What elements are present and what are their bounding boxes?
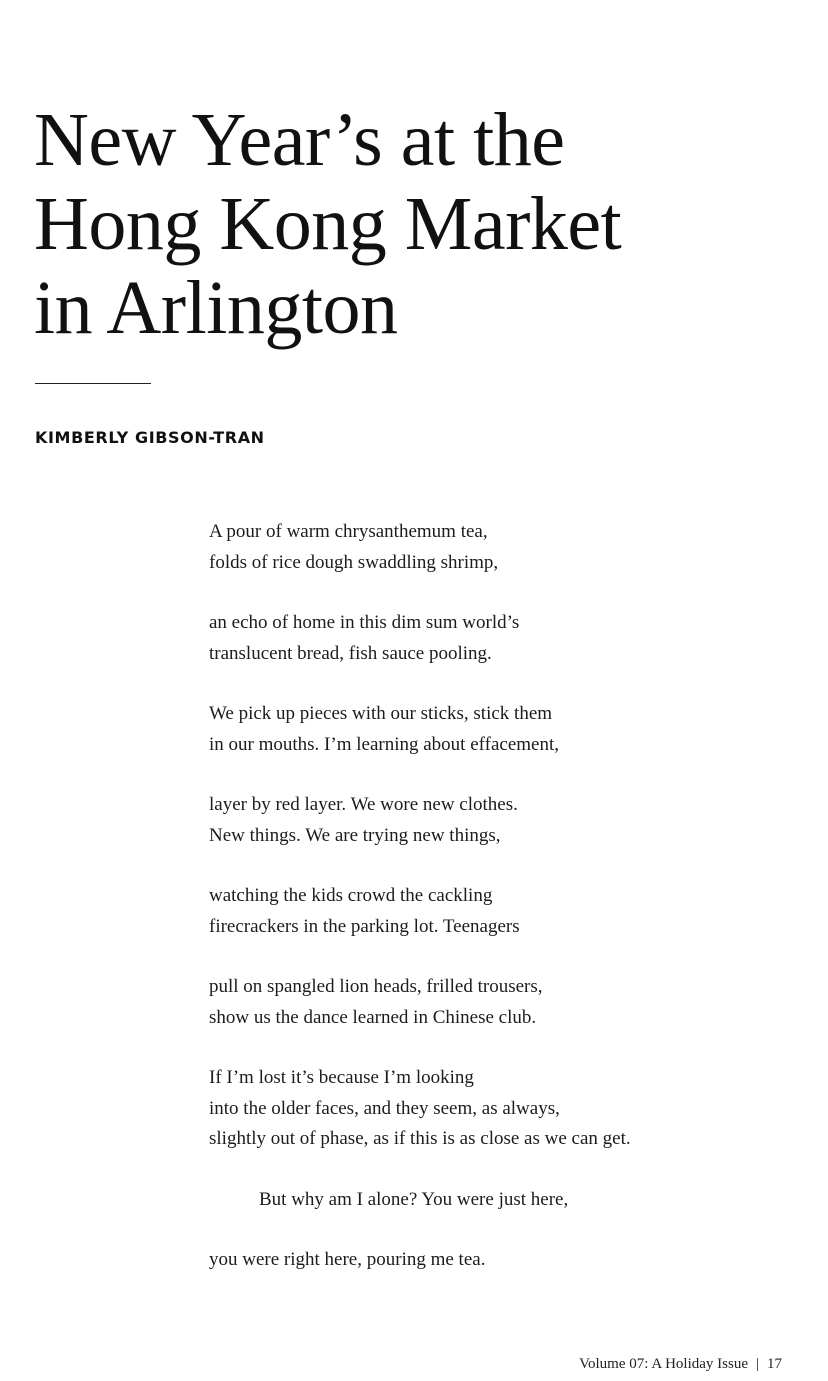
title-line: New Year’s at the [34, 98, 565, 182]
poem-line: slightly out of phase, as if this is as close as we can get. [209, 1128, 631, 1149]
stanza [209, 972, 789, 1033]
page-footer [579, 1354, 782, 1374]
stanza [209, 517, 789, 578]
title-divider [35, 383, 151, 384]
title-line: Hong Kong Market [34, 182, 622, 266]
author-byline: KIMBERLY GIBSON-TRAN [35, 428, 265, 447]
poem-body [209, 517, 789, 1276]
poem-line: pull on spangled lion heads, frilled trousers, [209, 976, 543, 997]
stanza [209, 608, 789, 669]
stanza [209, 1185, 789, 1216]
poem-line: into the older faces, and they seem, as always, [209, 1097, 560, 1119]
stanza [209, 1245, 789, 1276]
stanza [209, 790, 789, 851]
title-line: in Arlington [34, 266, 398, 350]
poem-line-indented: But why am I alone? You were just here, [259, 1188, 569, 1210]
poem-line: show us the dance learned in Chinese club. [209, 1006, 537, 1028]
poem-line: We pick up pieces with our sticks, stick them [209, 703, 553, 724]
poem-line: in our mouths. I’m learning about effacement, [209, 733, 559, 755]
footer-separator: | [755, 1356, 759, 1372]
poem-line: folds of rice dough swaddling shrimp, [209, 551, 499, 573]
poem-line: an echo of home in this dim sum world’s [209, 612, 520, 633]
poem-line: If I’m lost it’s because I’m looking [209, 1067, 474, 1088]
poem-title [34, 98, 794, 350]
stanza [209, 699, 789, 760]
poem-line: layer by red layer. We wore new clothes. [209, 794, 518, 815]
stanza [209, 881, 789, 942]
page-number: 17 [767, 1356, 782, 1372]
stanza [209, 1063, 789, 1155]
poem-line: watching the kids crowd the cackling [209, 885, 493, 906]
poem-line: New things. We are trying new things, [209, 824, 501, 846]
poem-line: firecrackers in the parking lot. Teenagers [209, 915, 520, 937]
poem-line: translucent bread, fish sauce pooling. [209, 642, 492, 664]
poem-line: you were right here, pouring me tea. [209, 1249, 486, 1270]
poem-line: A pour of warm chrysanthemum tea, [209, 521, 488, 542]
publication-name: Volume 07: A Holiday Issue [579, 1356, 748, 1372]
